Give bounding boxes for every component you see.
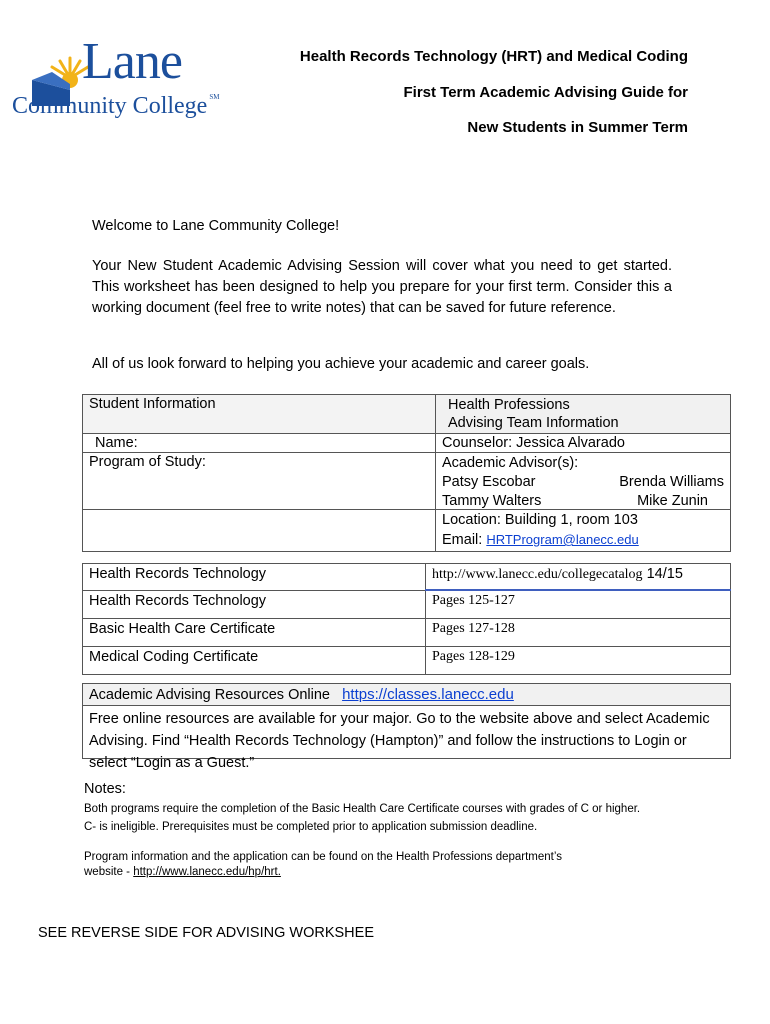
program-pages-cell: Pages 127-128 [426, 619, 731, 647]
program-name-cell: Basic Health Care Certificate [83, 619, 426, 647]
resources-table [82, 683, 731, 771]
header-title-line2: First Term Academic Advising Guide for [403, 84, 688, 101]
program-table [82, 563, 731, 675]
advisors-cell [436, 453, 731, 510]
program-pages-cell: Pages 128-129 [426, 647, 731, 675]
location-text: Location: Building 1, room 103 [442, 512, 638, 528]
advisor-name: Brenda Williams [619, 474, 724, 490]
website-prefix: website - [84, 866, 134, 878]
resources-body: Free online resources are available for your major. Go to the website above and select Academic Advising. Find “Health Records Technology (Hampton)” and follow the instructions to Login or select “Login as a Guest.” [89, 711, 710, 771]
session-paragraph: Your New Student Academic Advising Session will cover what you need to get started. This worksheet has been designed to help you prepare for your first term. Consider this a working document (feel free to write notes) that can be saved for future reference. [92, 258, 672, 316]
catalog-link[interactable]: http://www.lanecc.edu/collegecatalog [432, 567, 643, 582]
name-cell[interactable] [83, 434, 436, 453]
website-line [84, 863, 704, 881]
logo-lane-text: Lane [82, 33, 182, 90]
notes-line1: Both programs require the completion of the Basic Health Care Certificate courses with grades of C or higher. [84, 803, 641, 815]
program-pages-cell: Pages 125-127 [426, 590, 731, 619]
counselor-cell: Counselor: Jessica Alvarado [436, 434, 731, 453]
header-title-line1: Health Records Technology (HRT) and Medical Coding [299, 48, 688, 65]
reverse-side-note: SEE REVERSE SIDE FOR ADVISING WORKSHEE [38, 925, 374, 941]
advisors-label: Academic Advisor(s): [442, 455, 579, 471]
student-info-table [82, 394, 731, 552]
advisor-name: Tammy Walters [442, 493, 542, 509]
resources-link[interactable]: https://classes.lanecc.edu [342, 686, 514, 703]
notes-heading: Notes: [84, 781, 126, 797]
program-of-study-label: Program of Study: [89, 454, 206, 470]
resources-title: Academic Advising Resources Online [89, 687, 330, 703]
program-name-cell: Medical Coding Certificate [83, 647, 426, 675]
email-link[interactable]: HRTProgram@lanecc.edu [486, 532, 639, 547]
team-heading-line1: Health Professions [448, 397, 570, 413]
advising-team-heading [436, 395, 731, 434]
header-title-line3: New Students in Summer Term [467, 119, 688, 136]
program-name-cell: Health Records Technology [83, 564, 426, 591]
notes-line2: C- is ineligible. Prerequisites must be completed prior to application submission deadline. [84, 821, 538, 833]
blank-cell[interactable] [83, 510, 436, 552]
goals-text: All of us look forward to helping you achieve your academic and career goals. [92, 356, 590, 372]
location-cell [436, 510, 731, 552]
program-info-text: Program information and the application can be found on the Health Professions department’s [84, 851, 562, 863]
email-label: Email: [442, 532, 483, 548]
advisor-name: Patsy Escobar [442, 474, 536, 490]
program-name-cell: Health Records Technology [83, 590, 426, 619]
logo-college-text: Community College ℠ [12, 93, 220, 119]
catalog-url-cell [426, 564, 731, 591]
student-info-heading: Student Information [83, 395, 436, 434]
college-logo [10, 33, 240, 130]
resources-body-cell [83, 706, 731, 771]
welcome-text: Welcome to Lane Community College! [92, 218, 340, 234]
name-label: Name: [95, 435, 138, 451]
catalog-year: 14/15 [646, 566, 683, 582]
advisor-name: Mike Zunin [637, 493, 708, 509]
resources-heading [83, 684, 731, 706]
program-of-study-cell[interactable] [83, 453, 436, 510]
team-heading-line2: Advising Team Information [448, 415, 619, 431]
website-link[interactable]: http://www.lanecc.edu/hp/hrt. [133, 866, 281, 878]
